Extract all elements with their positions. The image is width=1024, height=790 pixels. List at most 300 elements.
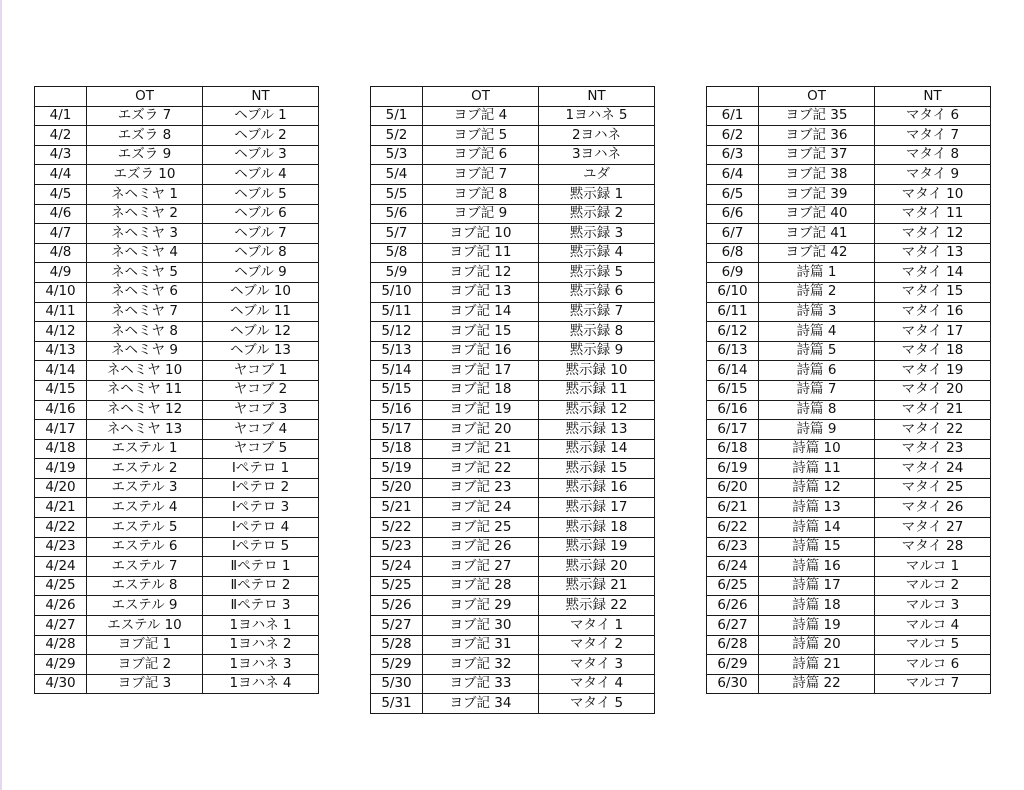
- ot-reading-cell: ヨブ記 34: [423, 694, 539, 714]
- table-row: [707, 439, 991, 459]
- date-cell: 5/15: [371, 380, 423, 400]
- ot-reading-cell: 詩篇 4: [759, 322, 875, 342]
- nt-reading-cell: マタイ 3: [539, 655, 655, 675]
- table-row: [371, 361, 655, 381]
- date-cell: 6/7: [707, 224, 759, 244]
- nt-reading-cell: 黙示録 17: [539, 498, 655, 518]
- table-row: [371, 145, 655, 165]
- ot-reading-cell: ヨブ記 22: [423, 459, 539, 479]
- ot-reading-cell: 詩篇 1: [759, 263, 875, 283]
- ot-reading-cell: ヨブ記 39: [759, 184, 875, 204]
- nt-reading-cell: 黙示録 22: [539, 596, 655, 616]
- table-body: [35, 106, 319, 694]
- table-row: [371, 478, 655, 498]
- ot-reading-cell: 詩篇 13: [759, 498, 875, 518]
- date-cell: 4/13: [35, 341, 87, 361]
- table-row: [707, 126, 991, 146]
- nt-reading-cell: マタイ 8: [875, 145, 991, 165]
- date-cell: 5/26: [371, 596, 423, 616]
- date-cell: 6/13: [707, 341, 759, 361]
- nt-reading-cell: 黙示録 18: [539, 518, 655, 538]
- table-row: [35, 341, 319, 361]
- date-cell: 5/22: [371, 518, 423, 538]
- date-cell: 5/23: [371, 537, 423, 557]
- ot-reading-cell: ヨブ記 37: [759, 145, 875, 165]
- date-cell: 4/17: [35, 420, 87, 440]
- date-cell: 4/1: [35, 106, 87, 126]
- table-row: [371, 557, 655, 577]
- table-row: [371, 263, 655, 283]
- nt-reading-cell: 黙示録 20: [539, 557, 655, 577]
- ot-reading-cell: ヨブ記 35: [759, 106, 875, 126]
- nt-reading-cell: Ⅱペテロ 2: [203, 576, 319, 596]
- table-row: [35, 674, 319, 694]
- date-cell: 4/11: [35, 302, 87, 322]
- nt-reading-cell: マタイ 7: [875, 126, 991, 146]
- date-cell: 4/9: [35, 263, 87, 283]
- reading-table-june: [706, 86, 991, 694]
- date-cell: 6/3: [707, 145, 759, 165]
- ot-reading-cell: エズラ 10: [87, 165, 203, 185]
- ot-reading-cell: ヨブ記 32: [423, 655, 539, 675]
- date-cell: 4/20: [35, 478, 87, 498]
- ot-reading-cell: エステル 6: [87, 537, 203, 557]
- table-row: [371, 439, 655, 459]
- nt-reading-cell: マタイ 26: [875, 498, 991, 518]
- table-row: [707, 224, 991, 244]
- ot-reading-cell: エステル 5: [87, 518, 203, 538]
- date-cell: 5/8: [371, 243, 423, 263]
- nt-reading-cell: ヤコブ 1: [203, 361, 319, 381]
- ot-reading-cell: ヨブ記 2: [87, 655, 203, 675]
- date-cell: 5/2: [371, 126, 423, 146]
- ot-reading-cell: エステル 9: [87, 596, 203, 616]
- ot-column-header: OT: [87, 87, 203, 107]
- nt-reading-cell: マルコ 4: [875, 616, 991, 636]
- ot-reading-cell: ネヘミヤ 8: [87, 322, 203, 342]
- date-cell: 6/2: [707, 126, 759, 146]
- nt-reading-cell: マルコ 7: [875, 674, 991, 694]
- table-row: [35, 282, 319, 302]
- date-cell: 6/22: [707, 518, 759, 538]
- ot-reading-cell: エステル 4: [87, 498, 203, 518]
- ot-reading-cell: ヨブ記 19: [423, 400, 539, 420]
- nt-reading-cell: ヤコブ 4: [203, 420, 319, 440]
- ot-reading-cell: ネヘミヤ 3: [87, 224, 203, 244]
- ot-reading-cell: ヨブ記 42: [759, 243, 875, 263]
- date-column-header: [35, 87, 87, 107]
- ot-reading-cell: ヨブ記 27: [423, 557, 539, 577]
- date-cell: 4/30: [35, 674, 87, 694]
- nt-reading-cell: 黙示録 6: [539, 282, 655, 302]
- date-cell: 5/7: [371, 224, 423, 244]
- date-cell: 5/27: [371, 616, 423, 636]
- table-row: [35, 498, 319, 518]
- ot-reading-cell: ヨブ記 8: [423, 184, 539, 204]
- ot-reading-cell: 詩篇 14: [759, 518, 875, 538]
- ot-reading-cell: 詩篇 7: [759, 380, 875, 400]
- table-row: [707, 400, 991, 420]
- table-row: [35, 165, 319, 185]
- table-row: [707, 674, 991, 694]
- page-edge-line: [0, 0, 2, 790]
- ot-reading-cell: 詩篇 15: [759, 537, 875, 557]
- table-row: [35, 126, 319, 146]
- date-cell: 4/12: [35, 322, 87, 342]
- ot-reading-cell: ネヘミヤ 13: [87, 420, 203, 440]
- date-cell: 4/5: [35, 184, 87, 204]
- nt-reading-cell: マタイ 15: [875, 282, 991, 302]
- nt-reading-cell: ヤコブ 2: [203, 380, 319, 400]
- ot-reading-cell: 詩篇 11: [759, 459, 875, 479]
- ot-reading-cell: ヨブ記 7: [423, 165, 539, 185]
- nt-reading-cell: 黙示録 3: [539, 224, 655, 244]
- nt-reading-cell: マタイ 1: [539, 616, 655, 636]
- table-row: [707, 106, 991, 126]
- nt-reading-cell: 1ヨハネ 3: [203, 655, 319, 675]
- table-row: [35, 596, 319, 616]
- date-cell: 6/10: [707, 282, 759, 302]
- nt-reading-cell: Ⅰペテロ 3: [203, 498, 319, 518]
- date-cell: 5/25: [371, 576, 423, 596]
- date-cell: 5/3: [371, 145, 423, 165]
- date-cell: 6/5: [707, 184, 759, 204]
- ot-reading-cell: ヨブ記 15: [423, 322, 539, 342]
- ot-reading-cell: 詩篇 12: [759, 478, 875, 498]
- date-cell: 6/25: [707, 576, 759, 596]
- date-cell: 4/27: [35, 616, 87, 636]
- table-row: [35, 184, 319, 204]
- date-cell: 6/24: [707, 557, 759, 577]
- table-row: [371, 537, 655, 557]
- table-row: [707, 302, 991, 322]
- date-column-header: [707, 87, 759, 107]
- ot-reading-cell: エステル 10: [87, 616, 203, 636]
- nt-reading-cell: 黙示録 15: [539, 459, 655, 479]
- table-row: [371, 498, 655, 518]
- table-row: [707, 655, 991, 675]
- ot-reading-cell: ネヘミヤ 12: [87, 400, 203, 420]
- date-cell: 5/6: [371, 204, 423, 224]
- table-row: [35, 439, 319, 459]
- date-cell: 6/14: [707, 361, 759, 381]
- nt-reading-cell: 黙示録 12: [539, 400, 655, 420]
- ot-reading-cell: ヨブ記 17: [423, 361, 539, 381]
- nt-reading-cell: 黙示録 13: [539, 420, 655, 440]
- nt-reading-cell: マタイ 14: [875, 263, 991, 283]
- ot-column-header: OT: [423, 87, 539, 107]
- date-cell: 4/28: [35, 635, 87, 655]
- nt-reading-cell: 黙示録 16: [539, 478, 655, 498]
- table-row: [707, 498, 991, 518]
- nt-reading-cell: マタイ 22: [875, 420, 991, 440]
- date-cell: 6/18: [707, 439, 759, 459]
- table-row: [35, 459, 319, 479]
- ot-reading-cell: ネヘミヤ 1: [87, 184, 203, 204]
- date-cell: 4/6: [35, 204, 87, 224]
- table-row: [707, 459, 991, 479]
- nt-reading-cell: マルコ 2: [875, 576, 991, 596]
- date-cell: 5/11: [371, 302, 423, 322]
- ot-reading-cell: ヨブ記 36: [759, 126, 875, 146]
- table-header-row: [707, 87, 991, 107]
- table-row: [707, 165, 991, 185]
- ot-reading-cell: エステル 2: [87, 459, 203, 479]
- ot-reading-cell: ヨブ記 9: [423, 204, 539, 224]
- ot-reading-cell: ネヘミヤ 5: [87, 263, 203, 283]
- ot-reading-cell: ヨブ記 13: [423, 282, 539, 302]
- nt-reading-cell: ヘブル 5: [203, 184, 319, 204]
- table-row: [35, 518, 319, 538]
- table-row: [371, 322, 655, 342]
- date-cell: 6/16: [707, 400, 759, 420]
- ot-reading-cell: ヨブ記 31: [423, 635, 539, 655]
- ot-reading-cell: エズラ 9: [87, 145, 203, 165]
- date-cell: 4/15: [35, 380, 87, 400]
- nt-reading-cell: マタイ 6: [875, 106, 991, 126]
- ot-reading-cell: ヨブ記 10: [423, 224, 539, 244]
- date-cell: 6/23: [707, 537, 759, 557]
- table-row: [707, 263, 991, 283]
- ot-reading-cell: エズラ 8: [87, 126, 203, 146]
- nt-reading-cell: 1ヨハネ 4: [203, 674, 319, 694]
- table-row: [707, 596, 991, 616]
- table-row: [35, 576, 319, 596]
- table-row: [707, 145, 991, 165]
- date-cell: 5/14: [371, 361, 423, 381]
- table-row: [707, 184, 991, 204]
- date-cell: 4/8: [35, 243, 87, 263]
- date-cell: 4/24: [35, 557, 87, 577]
- nt-reading-cell: ヤコブ 3: [203, 400, 319, 420]
- ot-reading-cell: ネヘミヤ 9: [87, 341, 203, 361]
- nt-reading-cell: 黙示録 7: [539, 302, 655, 322]
- table-row: [371, 655, 655, 675]
- table-row: [35, 322, 319, 342]
- ot-reading-cell: ヨブ記 23: [423, 478, 539, 498]
- table-row: [707, 204, 991, 224]
- nt-reading-cell: マタイ 17: [875, 322, 991, 342]
- ot-reading-cell: ヨブ記 3: [87, 674, 203, 694]
- ot-reading-cell: 詩篇 8: [759, 400, 875, 420]
- ot-reading-cell: ヨブ記 29: [423, 596, 539, 616]
- date-cell: 5/13: [371, 341, 423, 361]
- nt-column-header: NT: [875, 87, 991, 107]
- ot-reading-cell: ネヘミヤ 2: [87, 204, 203, 224]
- table-row: [35, 478, 319, 498]
- date-cell: 5/31: [371, 694, 423, 714]
- ot-reading-cell: ヨブ記 40: [759, 204, 875, 224]
- table-row: [371, 106, 655, 126]
- date-cell: 6/4: [707, 165, 759, 185]
- date-cell: 6/19: [707, 459, 759, 479]
- table-row: [35, 380, 319, 400]
- date-cell: 4/23: [35, 537, 87, 557]
- nt-reading-cell: ヘブル 13: [203, 341, 319, 361]
- table-row: [35, 655, 319, 675]
- nt-reading-cell: ヘブル 10: [203, 282, 319, 302]
- ot-reading-cell: 詩篇 18: [759, 596, 875, 616]
- nt-reading-cell: マタイ 13: [875, 243, 991, 263]
- nt-reading-cell: マタイ 23: [875, 439, 991, 459]
- nt-reading-cell: ヘブル 1: [203, 106, 319, 126]
- ot-reading-cell: エステル 7: [87, 557, 203, 577]
- table-row: [35, 263, 319, 283]
- ot-reading-cell: ネヘミヤ 10: [87, 361, 203, 381]
- ot-reading-cell: ヨブ記 14: [423, 302, 539, 322]
- ot-reading-cell: ヨブ記 12: [423, 263, 539, 283]
- nt-reading-cell: ユダ: [539, 165, 655, 185]
- nt-reading-cell: 黙示録 1: [539, 184, 655, 204]
- table-row: [35, 204, 319, 224]
- date-cell: 5/19: [371, 459, 423, 479]
- nt-reading-cell: 黙示録 10: [539, 361, 655, 381]
- ot-reading-cell: 詩篇 6: [759, 361, 875, 381]
- nt-reading-cell: 黙示録 9: [539, 341, 655, 361]
- ot-reading-cell: ヨブ記 28: [423, 576, 539, 596]
- nt-reading-cell: マタイ 24: [875, 459, 991, 479]
- date-cell: 4/26: [35, 596, 87, 616]
- nt-reading-cell: マタイ 9: [875, 165, 991, 185]
- date-cell: 4/2: [35, 126, 87, 146]
- ot-reading-cell: 詩篇 3: [759, 302, 875, 322]
- table-row: [707, 518, 991, 538]
- nt-reading-cell: ヘブル 3: [203, 145, 319, 165]
- table-row: [371, 576, 655, 596]
- ot-reading-cell: ヨブ記 11: [423, 243, 539, 263]
- nt-reading-cell: ヘブル 6: [203, 204, 319, 224]
- table-row: [371, 126, 655, 146]
- table-row: [371, 380, 655, 400]
- nt-reading-cell: マタイ 20: [875, 380, 991, 400]
- nt-reading-cell: マタイ 5: [539, 694, 655, 714]
- date-cell: 6/29: [707, 655, 759, 675]
- table-row: [707, 380, 991, 400]
- table-body: [707, 106, 991, 694]
- table-row: [371, 518, 655, 538]
- nt-reading-cell: マタイ 10: [875, 184, 991, 204]
- table-row: [35, 243, 319, 263]
- nt-reading-cell: マタイ 28: [875, 537, 991, 557]
- table-row: [35, 420, 319, 440]
- ot-reading-cell: エステル 3: [87, 478, 203, 498]
- table-row: [371, 616, 655, 636]
- table-row: [707, 243, 991, 263]
- date-cell: 6/30: [707, 674, 759, 694]
- ot-reading-cell: エズラ 7: [87, 106, 203, 126]
- nt-reading-cell: マタイ 19: [875, 361, 991, 381]
- nt-reading-cell: Ⅰペテロ 4: [203, 518, 319, 538]
- table-row: [707, 282, 991, 302]
- ot-reading-cell: 詩篇 21: [759, 655, 875, 675]
- ot-reading-cell: エステル 8: [87, 576, 203, 596]
- date-cell: 6/28: [707, 635, 759, 655]
- table-row: [371, 282, 655, 302]
- nt-reading-cell: 黙示録 8: [539, 322, 655, 342]
- table-row: [707, 557, 991, 577]
- ot-reading-cell: ヨブ記 16: [423, 341, 539, 361]
- ot-reading-cell: ヨブ記 26: [423, 537, 539, 557]
- table-row: [707, 616, 991, 636]
- date-cell: 6/1: [707, 106, 759, 126]
- date-cell: 5/9: [371, 263, 423, 283]
- ot-reading-cell: ヨブ記 24: [423, 498, 539, 518]
- ot-reading-cell: 詩篇 2: [759, 282, 875, 302]
- nt-reading-cell: ヘブル 8: [203, 243, 319, 263]
- date-cell: 5/1: [371, 106, 423, 126]
- nt-reading-cell: マタイ 18: [875, 341, 991, 361]
- date-cell: 5/24: [371, 557, 423, 577]
- reading-table-april: [34, 86, 319, 694]
- table-row: [371, 674, 655, 694]
- nt-reading-cell: ヘブル 9: [203, 263, 319, 283]
- ot-reading-cell: 詩篇 19: [759, 616, 875, 636]
- table-row: [371, 400, 655, 420]
- date-cell: 5/10: [371, 282, 423, 302]
- table-header-row: [35, 87, 319, 107]
- date-cell: 4/21: [35, 498, 87, 518]
- ot-reading-cell: ヨブ記 30: [423, 616, 539, 636]
- nt-reading-cell: マルコ 6: [875, 655, 991, 675]
- nt-reading-cell: マタイ 21: [875, 400, 991, 420]
- date-cell: 5/18: [371, 439, 423, 459]
- ot-reading-cell: ヨブ記 6: [423, 145, 539, 165]
- date-cell: 5/30: [371, 674, 423, 694]
- nt-reading-cell: Ⅰペテロ 1: [203, 459, 319, 479]
- table-row: [35, 635, 319, 655]
- ot-reading-cell: 詩篇 22: [759, 674, 875, 694]
- nt-reading-cell: ヘブル 12: [203, 322, 319, 342]
- table-row: [371, 204, 655, 224]
- ot-reading-cell: ヨブ記 21: [423, 439, 539, 459]
- date-cell: 5/12: [371, 322, 423, 342]
- table-row: [35, 302, 319, 322]
- table-row: [707, 361, 991, 381]
- table-row: [35, 361, 319, 381]
- nt-reading-cell: 黙示録 2: [539, 204, 655, 224]
- table-row: [707, 537, 991, 557]
- table-row: [35, 400, 319, 420]
- table-row: [35, 224, 319, 244]
- ot-reading-cell: ヨブ記 20: [423, 420, 539, 440]
- table-row: [707, 420, 991, 440]
- ot-reading-cell: ヨブ記 25: [423, 518, 539, 538]
- table-row: [35, 616, 319, 636]
- table-row: [371, 596, 655, 616]
- nt-reading-cell: ヘブル 11: [203, 302, 319, 322]
- nt-column-header: NT: [539, 87, 655, 107]
- ot-reading-cell: ネヘミヤ 11: [87, 380, 203, 400]
- nt-column-header: NT: [203, 87, 319, 107]
- table-row: [35, 106, 319, 126]
- nt-reading-cell: マタイ 16: [875, 302, 991, 322]
- table-row: [371, 341, 655, 361]
- date-cell: 6/6: [707, 204, 759, 224]
- table-row: [371, 302, 655, 322]
- ot-reading-cell: ネヘミヤ 4: [87, 243, 203, 263]
- date-cell: 4/25: [35, 576, 87, 596]
- ot-reading-cell: 詩篇 17: [759, 576, 875, 596]
- ot-reading-cell: ヨブ記 4: [423, 106, 539, 126]
- nt-reading-cell: 黙示録 11: [539, 380, 655, 400]
- date-cell: 4/16: [35, 400, 87, 420]
- nt-reading-cell: 1ヨハネ 2: [203, 635, 319, 655]
- date-cell: 6/17: [707, 420, 759, 440]
- nt-reading-cell: マルコ 1: [875, 557, 991, 577]
- ot-reading-cell: 詩篇 10: [759, 439, 875, 459]
- date-cell: 6/15: [707, 380, 759, 400]
- table-row: [371, 459, 655, 479]
